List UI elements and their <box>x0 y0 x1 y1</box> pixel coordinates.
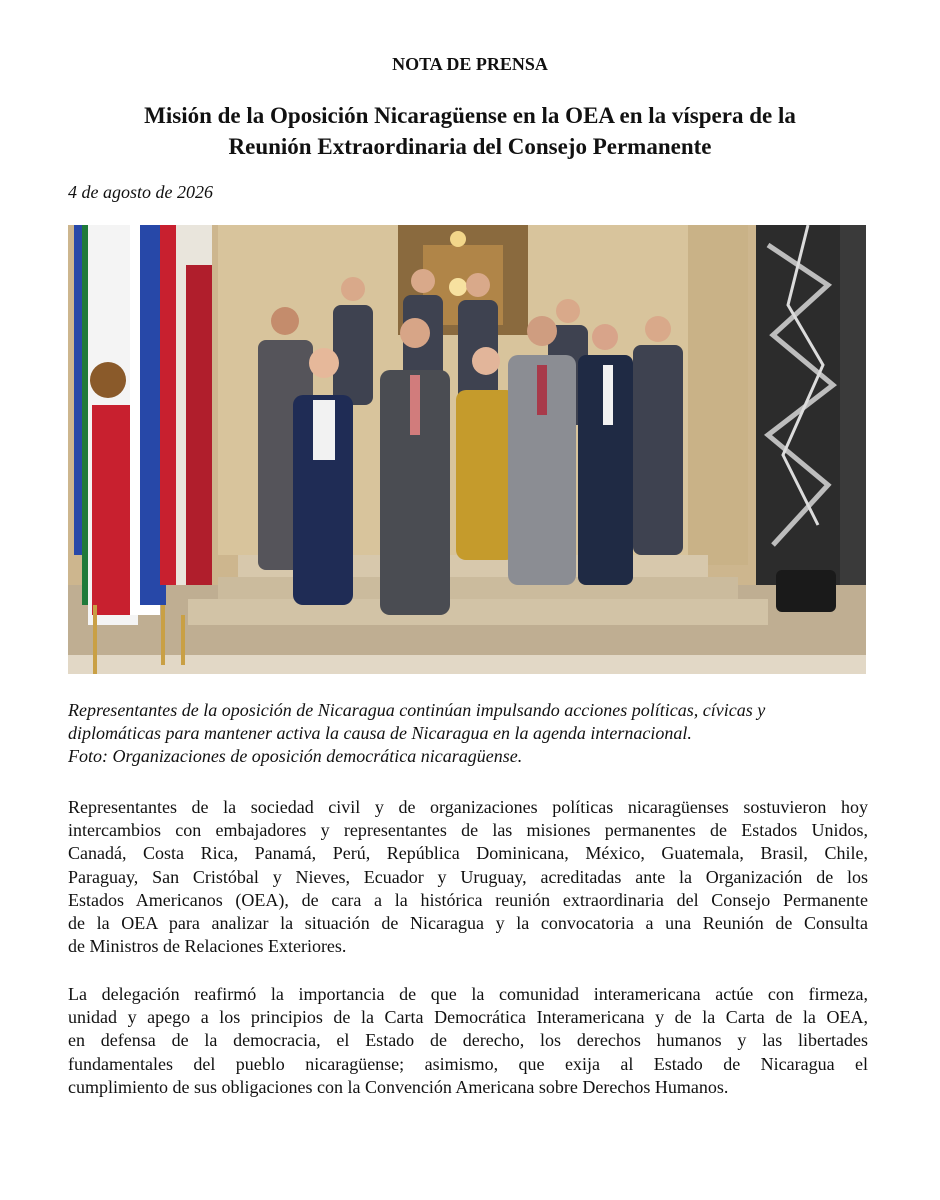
group-photo-illustration <box>68 225 866 674</box>
paragraph-line: intercambios con embajadores y representantes de las misiones permanentes de Estados Unidos, <box>68 820 868 841</box>
paragraph-line: Estados Americanos (OEA), de cara a la histórica reunión extraordinaria del Consejo Permanente <box>68 889 868 910</box>
caption-line-2: diplomáticas para mantener activa la causa de Nicaragua en la agenda internacional. <box>68 723 692 743</box>
paragraph-line: Representantes de la sociedad civil y de organizaciones políticas nicaragüenses sostuvieron hoy <box>68 797 868 817</box>
paragraph-line: en defensa de la democracia, el Estado de derecho, los derechos humanos y las libertades <box>68 1030 868 1051</box>
body-paragraph-1 <box>68 796 868 958</box>
paragraph-line: de Ministros de Relaciones Exteriores. <box>68 936 347 957</box>
paragraph-line: fundamentales del pueblo nicaragüense; asimismo, que exija al Estado de Nicaragua el <box>68 1053 868 1074</box>
group-photo <box>68 225 866 674</box>
page-title <box>90 100 850 162</box>
paragraph-line: de la OEA para analizar la situación de Nicaragua y la convocatoria a una Reunión de Consulta <box>68 913 868 934</box>
paragraph-line: Canadá, Costa Rica, Panamá, Perú, República Dominicana, México, Guatemala, Brasil, Chile, <box>68 843 868 864</box>
body-paragraph-2 <box>68 983 868 1099</box>
caption-photo-credit: Foto: Organizaciones de oposición democrática nicaragüense. <box>68 746 523 766</box>
title-line-1: Misión de la Oposición Nicaragüense en la OEA en la víspera de la <box>144 103 796 128</box>
paragraph-line: Paraguay, San Cristóbal y Nieves, Ecuador y Uruguay, acreditadas ante la Organización de los <box>68 866 868 887</box>
paragraph-line: cumplimiento de sus obligaciones con la Convención Americana sobre Derechos Humanos. <box>68 1076 729 1097</box>
paragraph-line: unidad y apego a los principios de la Carta Democrática Interamericana y de la Carta de la OEA, <box>68 1007 868 1028</box>
paragraph-line: La delegación reafirmó la importancia de que la comunidad interamericana actúe con firmeza, <box>68 984 868 1004</box>
caption-line-1: Representantes de la oposición de Nicaragua continúan impulsando acciones políticas, cívicas y <box>68 700 766 720</box>
photo-caption <box>68 699 868 768</box>
title-line-2: Reunión Extraordinaria del Consejo Permanente <box>228 134 712 159</box>
press-release-label: NOTA DE PRENSA <box>392 54 548 74</box>
publication-date: 4 de agosto de 2026 <box>68 182 213 202</box>
